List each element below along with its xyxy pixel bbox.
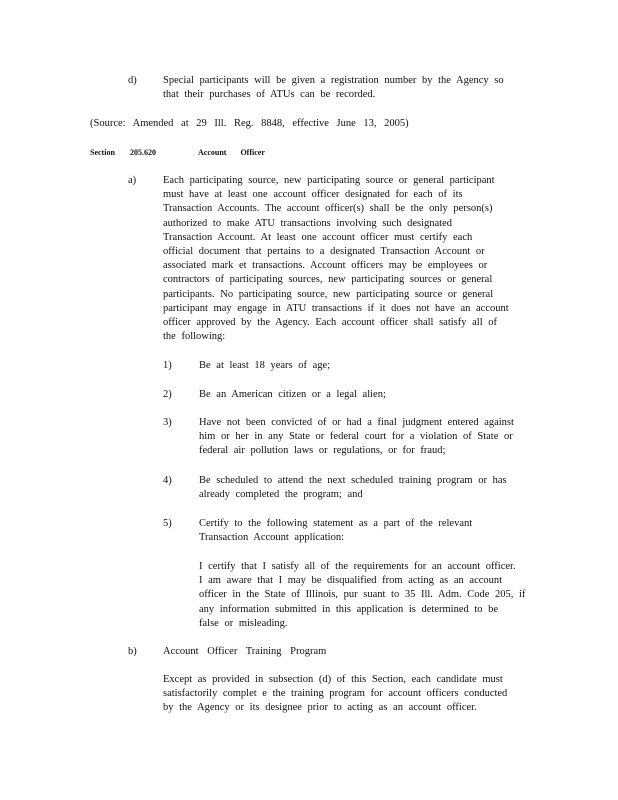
section-word: Section (90, 148, 115, 157)
item-d-text (163, 74, 504, 102)
text-line: official document that pertains to a designated Transaction Account or (163, 246, 485, 258)
source-note: (Source: Amended at 29 Ill. Reg. 8848, effective June 13, 2005) (90, 118, 409, 129)
subitem-4-text (199, 474, 507, 502)
subitem-1-text (199, 359, 330, 373)
text-line: any information submitted in this application is determined to be (199, 603, 499, 615)
text-line: that their purchases of ATUs can be recorded. (163, 89, 376, 101)
text-line: participants. No participating source, new participating source or general (163, 288, 494, 300)
text-line: Transaction Account. At least one account officer must certify each (163, 231, 473, 243)
item-d-label: d) (128, 75, 137, 86)
item-a-label: a) (128, 175, 137, 186)
text-line: Certify to the following statement as a part of the relevant (199, 518, 473, 529)
subitem-5-text (199, 517, 472, 545)
text-line: Transaction Accounts. The account officer(s) shall be the only person(s) (163, 203, 493, 215)
item-b-text (163, 673, 507, 716)
text-line: Be scheduled to attend the next scheduled training program or has (199, 475, 507, 486)
text-line: Special participants will be given a registration number by the Agency so (163, 75, 504, 86)
section-title: Account Officer (198, 148, 265, 157)
subitem-3-label: 3) (163, 417, 172, 428)
item-b-label: b) (128, 646, 137, 657)
text-line: federal air pollution laws or regulations, or for fraud; (199, 445, 446, 457)
text-line: contractors of participating sources, new participating sources or general (163, 274, 493, 286)
text-line: Except as provided in subsection (d) of this Section, each candidate must (163, 674, 503, 685)
item-a-text (163, 174, 509, 344)
text-line: Be at least 18 years of age; (199, 360, 331, 371)
text-line: already completed the program; and (199, 489, 363, 501)
subitem-4-label: 4) (163, 475, 172, 486)
text-line: false or misleading. (199, 617, 288, 629)
text-line: participant may engage in ATU transactions if it does not have an account (163, 302, 509, 314)
text-line: Transaction Account application: (199, 532, 345, 544)
text-line: must have at least one account officer designated for each of its (163, 189, 463, 201)
text-line: satisfactorily complet e the training program for account officers conducted (163, 688, 508, 700)
section-number: 205.620 (130, 148, 156, 157)
text-line: him or her in any State or federal court for a violation of State or (199, 431, 513, 443)
item-b-title: Account Officer Training Program (163, 646, 327, 657)
text-line: Each participating source, new participating source or general participant (163, 175, 495, 186)
text-line: officer in the State of Illinois, pur suant to 35 Ill. Adm. Code 205, if (199, 589, 526, 601)
subitem-2-text (199, 388, 386, 402)
text-line: authorized to make ATU transactions involving such designated (163, 217, 452, 229)
text-line: associated mark et transactions. Account officers may be employees or (163, 260, 488, 272)
subitem-3-text (199, 416, 514, 459)
subitem-2-label: 2) (163, 389, 172, 400)
text-line: by the Agency or its designee prior to acting as an account officer. (163, 702, 477, 714)
subitem-1-label: 1) (163, 360, 172, 371)
text-line: I am aware that I may be disqualified from acting as an account (199, 575, 503, 587)
text-line: officer approved by the Agency. Each account officer shall satisfy all of (163, 317, 497, 329)
certification-statement (199, 560, 525, 631)
text-line: Be an American citizen or a legal alien; (199, 389, 386, 400)
text-line: the following: (163, 331, 226, 343)
text-line: Have not been convicted of or had a final judgment entered against (199, 417, 514, 428)
subitem-5-label: 5) (163, 518, 172, 529)
text-line: I certify that I satisfy all of the requirements for an account officer. (199, 561, 516, 572)
